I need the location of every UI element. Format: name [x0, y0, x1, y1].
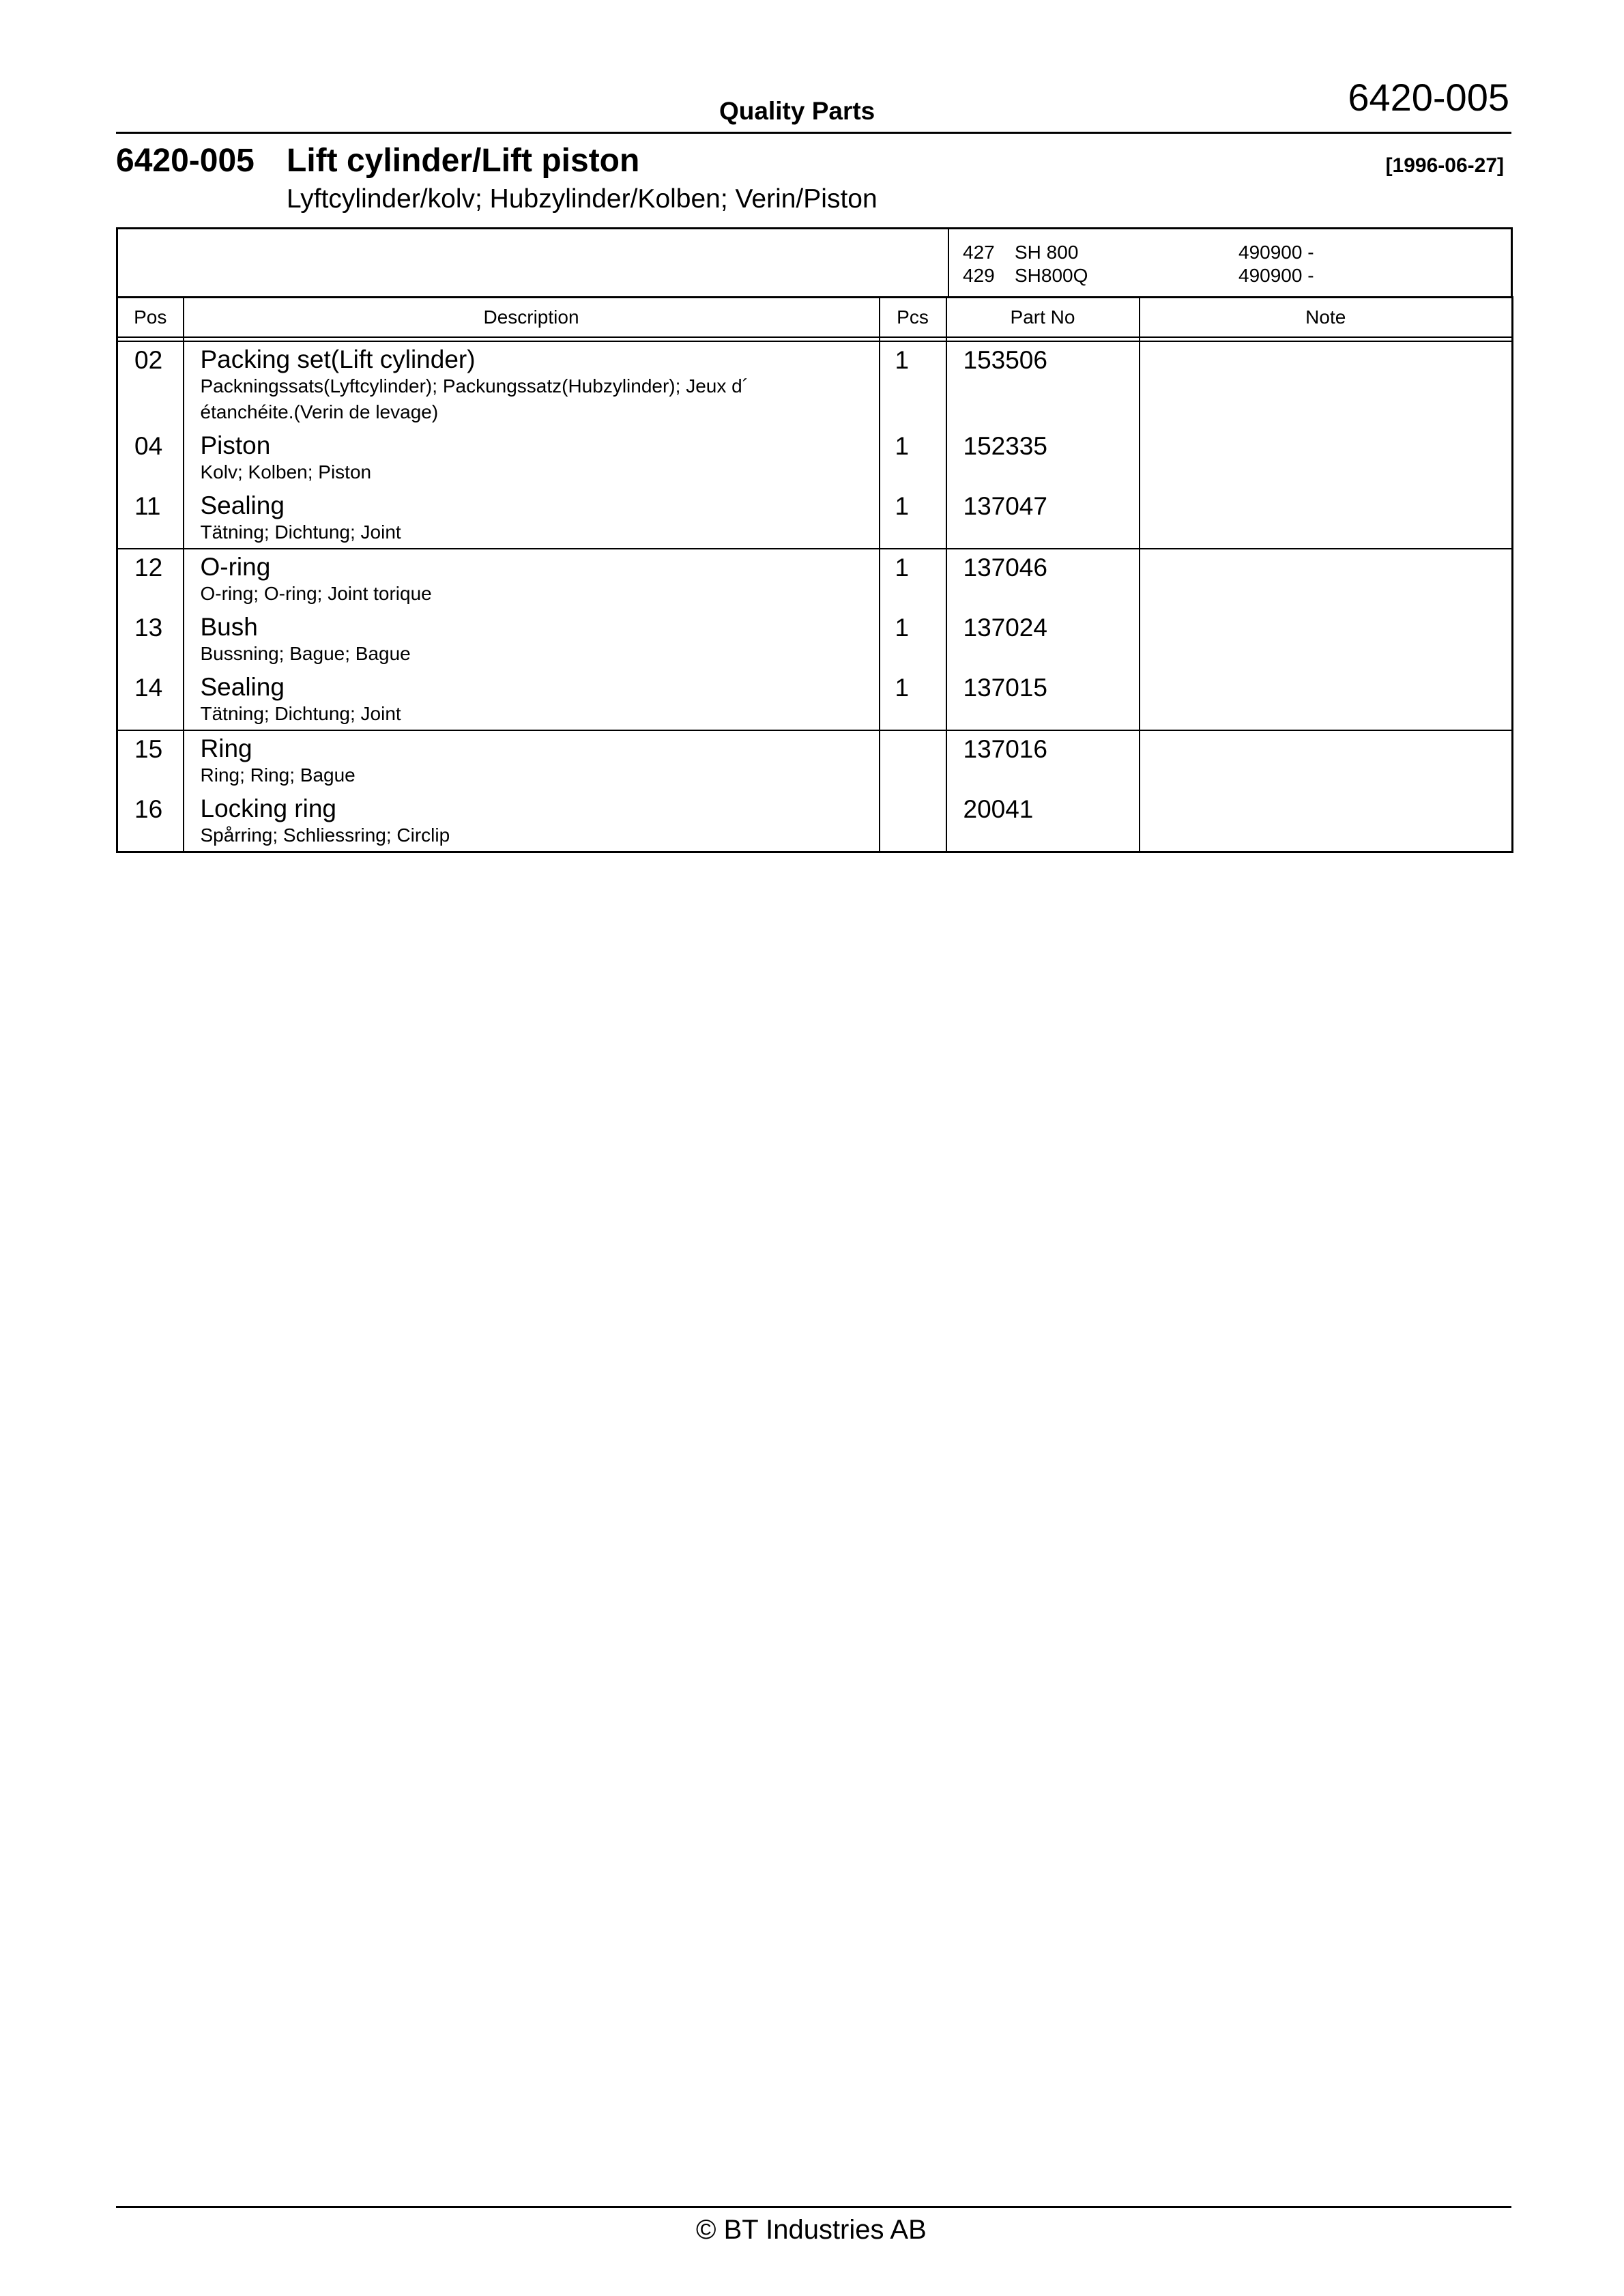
part-translation: Tätning; Dichtung; Joint: [200, 703, 401, 724]
cell-pos: 16: [117, 791, 184, 852]
cell-part-no: 137016: [946, 730, 1140, 791]
cell-description: [184, 791, 880, 852]
cell-description: [184, 488, 880, 549]
part-name: O-ring: [200, 553, 271, 581]
cell-part-no: 20041: [946, 791, 1140, 852]
part-translation: Ring; Ring; Bague: [200, 764, 356, 786]
model-name: SH800Q: [1015, 265, 1088, 286]
table-row: [117, 609, 1513, 670]
cell-pos: 04: [117, 428, 184, 488]
cell-description: [184, 341, 880, 428]
cell-pcs: [880, 730, 946, 791]
header-center-title: Quality Parts: [719, 97, 875, 125]
title-date: [1996-06-27]: [1385, 154, 1504, 177]
cell-pcs: [880, 791, 946, 852]
footer-rule: [116, 2206, 1511, 2208]
cell-pos: 02: [117, 341, 184, 428]
models-divider: [948, 229, 949, 296]
part-name: Locking ring: [200, 794, 337, 822]
cell-description: [184, 549, 880, 609]
page-title: Lift cylinder/Lift piston: [287, 143, 640, 179]
column-header-pcs: Pcs: [880, 298, 946, 338]
part-translation: Packningssats(Lyftcylinder); Packungssatz(Hubzylinder); Jeux d´: [200, 375, 749, 397]
cell-note: [1140, 341, 1513, 428]
cell-part-no: 137024: [946, 609, 1140, 670]
table-row: [117, 670, 1513, 730]
cell-pcs: 1: [880, 670, 946, 730]
cell-pos: 14: [117, 670, 184, 730]
cell-pcs: 1: [880, 428, 946, 488]
header-page-code: 6420-005: [1348, 76, 1509, 119]
cell-description: [184, 609, 880, 670]
table-row: [117, 791, 1513, 852]
cell-pcs: 1: [880, 488, 946, 549]
part-name: Packing set(Lift cylinder): [200, 345, 476, 373]
column-header-pos: Pos: [117, 298, 184, 338]
cell-note: [1140, 730, 1513, 791]
table-row: [117, 730, 1513, 791]
cell-part-no: 137046: [946, 549, 1140, 609]
cell-note: [1140, 428, 1513, 488]
cell-pcs: 1: [880, 341, 946, 428]
model-number: 429: [963, 265, 995, 286]
cell-note: [1140, 549, 1513, 609]
cell-note: [1140, 791, 1513, 852]
part-translation-cont: étanchéite.(Verin de levage): [200, 401, 439, 422]
cell-pcs: 1: [880, 549, 946, 609]
model-serial: 490900 -: [1238, 242, 1314, 263]
part-name: Ring: [200, 734, 252, 762]
table-row: [117, 488, 1513, 549]
cell-pos: 12: [117, 549, 184, 609]
cell-pos: 11: [117, 488, 184, 549]
column-header-note: Note: [1140, 298, 1513, 338]
cell-pos: 13: [117, 609, 184, 670]
cell-description: [184, 670, 880, 730]
model-number: 427: [963, 242, 995, 263]
cell-note: [1140, 609, 1513, 670]
header-rule: [116, 132, 1511, 134]
models-box: [116, 227, 1513, 298]
part-translation: Bussning; Bague; Bague: [200, 643, 411, 664]
cell-part-no: 152335: [946, 428, 1140, 488]
cell-pcs: 1: [880, 609, 946, 670]
table-header-row: [117, 298, 1513, 338]
title-code: 6420-005: [116, 143, 255, 179]
cell-description: [184, 730, 880, 791]
part-translation: Spårring; Schliessring; Circlip: [200, 824, 450, 846]
cell-note: [1140, 670, 1513, 730]
table-row: [117, 428, 1513, 488]
page-subtitle: Lyftcylinder/kolv; Hubzylinder/Kolben; Verin/Piston: [287, 184, 878, 214]
model-serial: 490900 -: [1238, 265, 1314, 286]
cell-part-no: 137015: [946, 670, 1140, 730]
part-name: Bush: [200, 613, 258, 641]
table-row: [117, 549, 1513, 609]
parts-table: [116, 296, 1513, 853]
cell-note: [1140, 488, 1513, 549]
part-name: Sealing: [200, 491, 285, 519]
part-translation: Kolv; Kolben; Piston: [200, 461, 372, 483]
table-row: [117, 341, 1513, 428]
cell-part-no: 153506: [946, 341, 1140, 428]
part-name: Sealing: [200, 673, 285, 701]
cell-part-no: 137047: [946, 488, 1140, 549]
cell-pos: 15: [117, 730, 184, 791]
column-header-description: Description: [184, 298, 880, 338]
part-translation: Tätning; Dichtung; Joint: [200, 521, 401, 543]
cell-description: [184, 428, 880, 488]
part-name: Piston: [200, 431, 271, 459]
footer-copyright: © BT Industries AB: [696, 2215, 927, 2245]
part-translation: O-ring; O-ring; Joint torique: [200, 583, 432, 604]
column-header-part-no: Part No: [946, 298, 1140, 338]
model-name: SH 800: [1015, 242, 1079, 263]
